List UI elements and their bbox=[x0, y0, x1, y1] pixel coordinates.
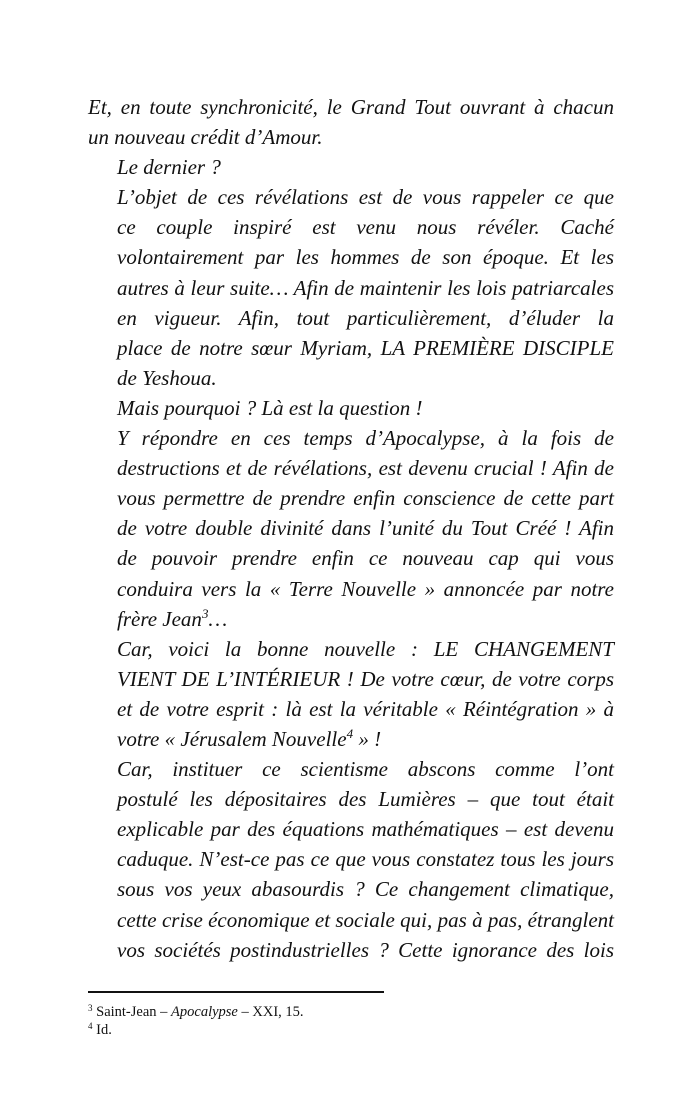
text-line bbox=[88, 724, 614, 754]
footnotes bbox=[88, 1003, 614, 1039]
footnote-text bbox=[93, 1004, 304, 1020]
footnote-number: 3 bbox=[88, 1003, 93, 1013]
text-line: de Yeshoua. bbox=[117, 365, 217, 390]
footnote bbox=[88, 1021, 614, 1039]
paragraph bbox=[88, 423, 614, 634]
paragraph bbox=[88, 182, 614, 393]
text-line: L’objet de ces révélations est de vous rappeler ce que bbox=[117, 185, 614, 210]
text-line bbox=[88, 604, 614, 634]
text-line: Y répondre en ces temps d’Apocalypse, à la fois de bbox=[117, 426, 614, 451]
text-line: place de notre sœur Myriam, LA PREMIÈRE DISCIPLE bbox=[117, 335, 614, 360]
text-line: en vigueur. Afin, tout particulièrement, d’éluder la bbox=[117, 305, 614, 330]
text-line: un nouveau crédit d’Amour. bbox=[88, 125, 323, 150]
text-line: Mais pourquoi ? Là est la question ! bbox=[117, 395, 423, 420]
footnote-ref[interactable]: 3 bbox=[201, 605, 209, 621]
text-line: volontairement par les hommes de son époque. Et les bbox=[117, 245, 614, 270]
footnote-separator bbox=[88, 991, 384, 993]
text-line: Et, en toute synchronicité, le Grand Tout ouvrant à chacun bbox=[88, 95, 614, 119]
body-text bbox=[88, 92, 614, 965]
text-line: autres à leur suite… Afin de maintenir les lois patriarcales bbox=[117, 275, 614, 300]
text-line: cette crise économique et sociale qui, pas à pas, étranglent bbox=[117, 907, 614, 932]
paragraph bbox=[88, 634, 614, 754]
text-line: Car, voici la bonne nouvelle : LE CHANGEMENT bbox=[117, 636, 614, 661]
footnote-suffix: – XXI, 15. bbox=[237, 1004, 304, 1020]
text-run: votre « Jérusalem Nouvelle bbox=[117, 726, 347, 751]
text-line: Car, instituer ce scientisme abscons comme l’ont bbox=[117, 757, 614, 782]
footnote-prefix: Saint-Jean – bbox=[96, 1004, 172, 1020]
paragraph bbox=[88, 92, 614, 152]
footnote-title: Apocalypse bbox=[171, 1004, 238, 1020]
footnote-number: 4 bbox=[88, 1021, 93, 1031]
text-line: de pouvoir prendre enfin ce nouveau cap qui vous bbox=[117, 546, 614, 571]
text-line: explicable par des équations mathématiques – est devenu bbox=[117, 817, 614, 842]
text-line: ce couple inspiré est venu nous révéler. Caché bbox=[117, 215, 614, 240]
text-line: vous permettre de prendre enfin conscience de cette part bbox=[117, 486, 614, 511]
paragraph bbox=[88, 754, 614, 965]
text-line: vos sociétés postindustrielles ? Cette ignorance des lois bbox=[117, 937, 614, 962]
text-line: sous vos yeux abasourdis ? Ce changement climatique, bbox=[117, 877, 614, 902]
text-line: Le dernier ? bbox=[117, 155, 221, 180]
footnote bbox=[88, 1003, 614, 1021]
text-run: » ! bbox=[353, 726, 382, 751]
footnote-ref[interactable]: 4 bbox=[346, 725, 354, 741]
text-line: caduque. N’est-ce pas ce que vous constatez tous les jours bbox=[117, 847, 614, 872]
paragraph bbox=[88, 152, 614, 182]
text-line: postulé les dépositaires des Lumières – que tout était bbox=[117, 787, 614, 812]
text-line: VIENT DE L’INTÉRIEUR ! De votre cœur, de votre corps bbox=[117, 666, 614, 691]
text-line: et de votre esprit : là est la véritable « Réintégration » à bbox=[117, 696, 614, 721]
text-line: conduira vers la « Terre Nouvelle » annoncée par notre bbox=[117, 576, 614, 601]
paragraph bbox=[88, 393, 614, 423]
text-line: destructions et de révélations, est devenu crucial ! Afin de bbox=[117, 456, 614, 481]
text-line: de votre double divinité dans l’unité du Tout Créé ! Afin bbox=[117, 516, 614, 541]
footnote-text: Id. bbox=[96, 1022, 112, 1038]
text-run: frère Jean bbox=[117, 606, 202, 631]
text-run: … bbox=[208, 606, 228, 631]
